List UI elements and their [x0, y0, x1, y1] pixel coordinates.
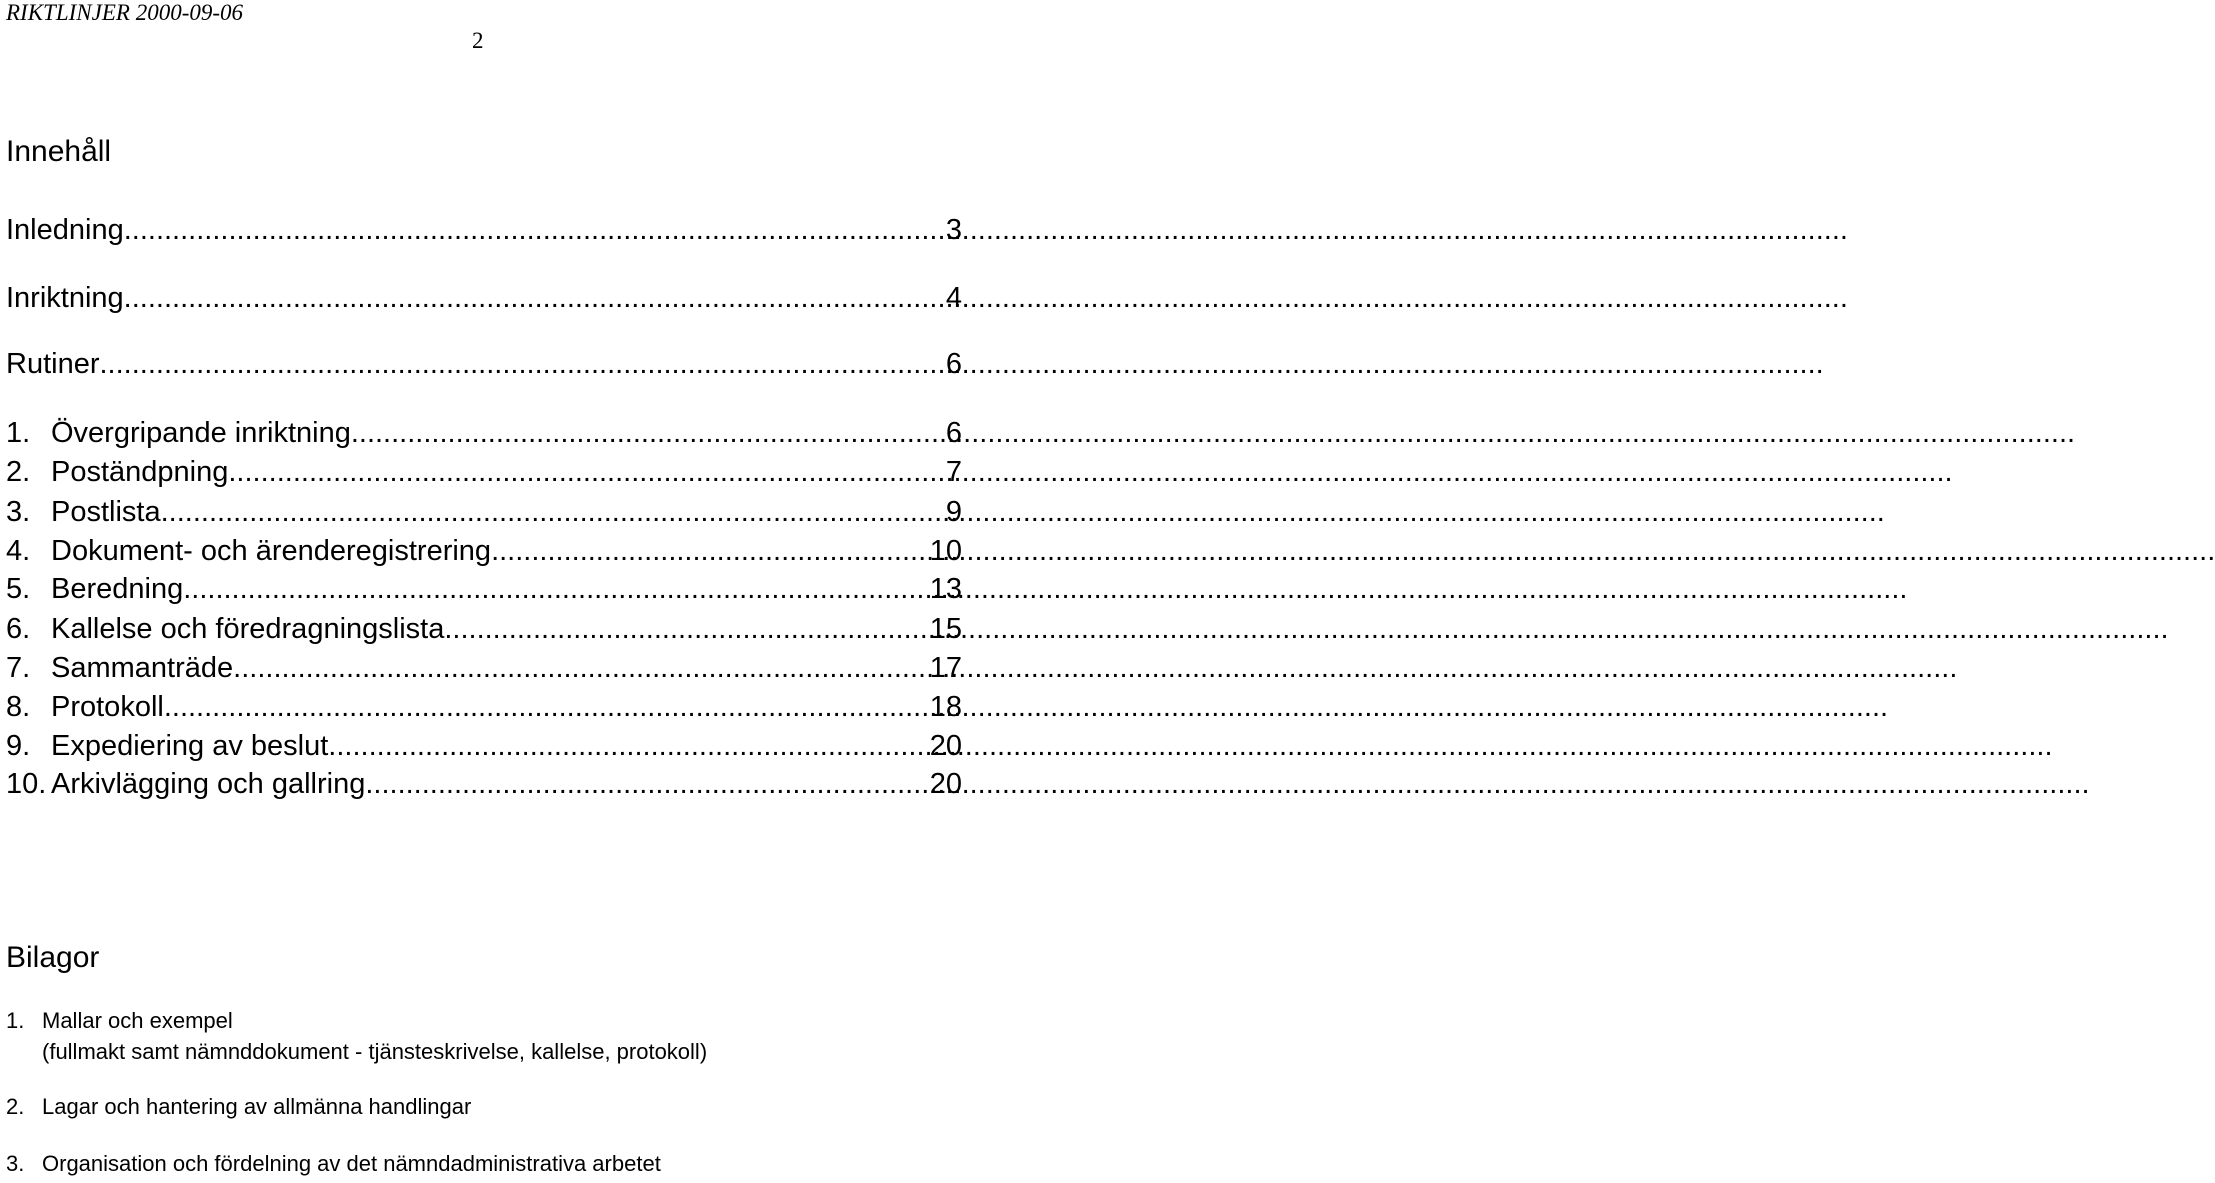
toc-entry-3[interactable]	[6, 495, 962, 529]
attachment-number: 1.	[6, 1008, 25, 1033]
toc-entry-6[interactable]	[6, 612, 962, 646]
attachment-number: 3.	[6, 1151, 25, 1176]
toc-entry-label: Inledning	[6, 214, 124, 246]
toc-entry-inriktning[interactable]	[6, 281, 962, 315]
attachment-label: Lagar och hantering av allmänna handlingar	[42, 1094, 472, 1119]
toc-entry-page: 20	[929, 768, 962, 800]
toc-entry-1[interactable]	[6, 416, 962, 450]
toc-entry-number: 1.	[6, 417, 31, 449]
dot-leader	[100, 347, 945, 381]
toc-entry-number: 2.	[6, 456, 31, 488]
toc-entry-inledning[interactable]	[6, 213, 962, 247]
toc-entry-label: Dokument- och ärenderegistrering	[51, 535, 492, 567]
dot-leader	[491, 534, 929, 568]
toc-entry-page: 15	[929, 613, 962, 645]
toc-entry-label: Beredning	[51, 573, 184, 605]
toc-entry-label: Övergripande inriktning	[51, 417, 351, 449]
toc-entry-label: Kallelse och föredragningslista	[51, 613, 445, 645]
toc-entry-10[interactable]	[6, 767, 962, 801]
toc-entry-number: 5.	[6, 573, 31, 605]
toc-entry-page: 4	[945, 282, 962, 314]
toc-entry-page: 10	[929, 535, 962, 567]
toc-entry-page: 13	[929, 573, 962, 605]
toc-entry-label: Poständpning	[51, 456, 229, 488]
toc-entry-label: Postlista	[51, 496, 161, 528]
attachment-label: Organisation och fördelning av det nämndadministrativa arbetet	[42, 1151, 661, 1176]
toc-entry-page: 6	[945, 348, 962, 380]
toc-entry-page: 20	[929, 730, 962, 762]
dot-leader	[365, 767, 928, 801]
running-header: RIKTLINJER 2000-09-06	[6, 0, 244, 25]
toc-entry-5[interactable]	[6, 572, 962, 606]
attachment-label: Mallar och exempel	[42, 1008, 233, 1033]
attachment-item-1-note: (fullmakt samt nämnddokument - tjänsteskrivelse, kallelse, protokoll)	[42, 1039, 708, 1064]
attachment-item-2	[6, 1094, 471, 1120]
toc-entry-page: 6	[945, 417, 962, 449]
toc-entry-label: Expediering av beslut	[51, 730, 329, 762]
dot-leader	[124, 281, 945, 315]
dot-leader	[351, 416, 945, 450]
toc-entry-9[interactable]	[6, 729, 962, 763]
toc-entry-number: 10.	[6, 768, 47, 800]
toc-entry-label: Sammanträde	[51, 652, 234, 684]
attachment-number: 2.	[6, 1094, 25, 1119]
dot-leader	[328, 729, 928, 763]
toc-entry-rutiner[interactable]	[6, 347, 962, 381]
toc-entry-number: 4.	[6, 535, 31, 567]
toc-entry-number: 8.	[6, 691, 31, 723]
dot-leader	[183, 572, 929, 606]
attachment-item-1	[6, 1008, 233, 1034]
toc-entry-8[interactable]	[6, 690, 962, 724]
toc-entry-label: Protokoll	[51, 691, 164, 723]
toc-entry-4[interactable]	[6, 534, 962, 568]
toc-entry-number: 6.	[6, 613, 31, 645]
toc-entry-7[interactable]	[6, 651, 962, 685]
toc-entry-number: 3.	[6, 496, 31, 528]
toc-entry-number: 9.	[6, 730, 31, 762]
dot-leader	[233, 651, 929, 685]
contents-heading: Innehåll	[6, 135, 112, 168]
toc-entry-page: 17	[929, 652, 962, 684]
dot-leader	[124, 213, 945, 247]
toc-entry-label: Arkivlägging och gallring	[51, 768, 366, 800]
dot-leader	[444, 612, 928, 646]
attachment-item-3	[6, 1151, 661, 1177]
dot-leader	[161, 495, 945, 529]
toc-entry-page: 3	[945, 214, 962, 246]
toc-entry-page: 7	[945, 456, 962, 488]
page-number: 2	[472, 28, 484, 53]
toc-entry-page: 18	[929, 691, 962, 723]
attachments-heading: Bilagor	[6, 941, 100, 974]
toc-entry-2[interactable]	[6, 455, 962, 489]
toc-entry-label: Inriktning	[6, 282, 124, 314]
toc-entry-page: 9	[945, 496, 962, 528]
toc-entry-label: Rutiner	[6, 348, 100, 380]
dot-leader	[228, 455, 944, 489]
toc-entry-number: 7.	[6, 652, 31, 684]
dot-leader	[164, 690, 929, 724]
